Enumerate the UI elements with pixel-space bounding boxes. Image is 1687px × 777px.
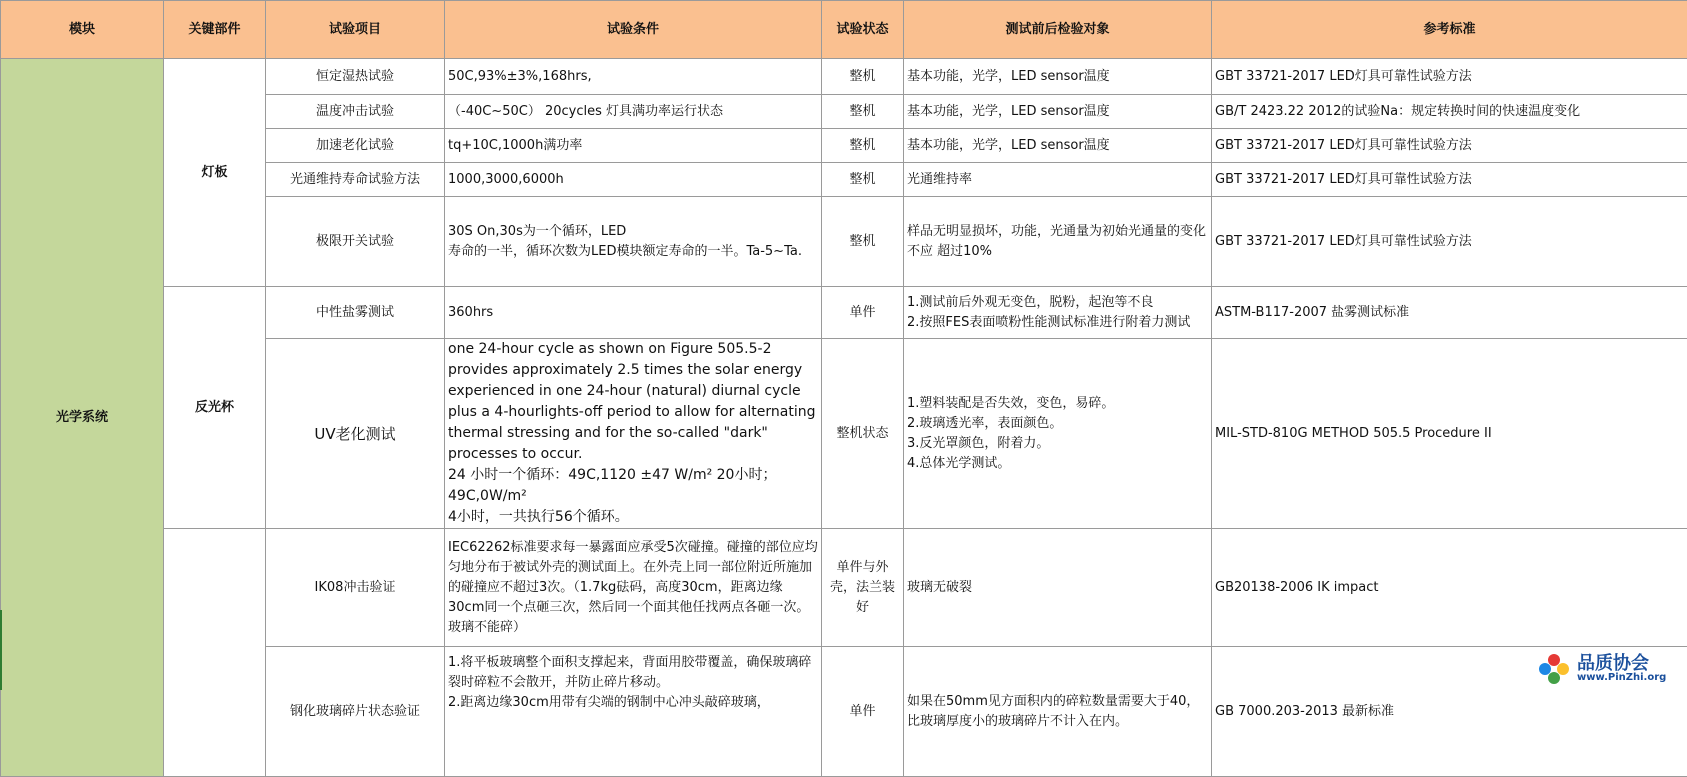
item-cell: UV老化测试 [266, 339, 445, 529]
item-cell: 钢化玻璃碎片状态验证 [266, 647, 445, 777]
condition-cell: 50C,93%±3%,168hrs, [445, 59, 822, 95]
state-cell: 整机 [822, 163, 904, 197]
item-cell: 极限开关试验 [266, 197, 445, 287]
object-cell: 如果在50mm见方面积内的碎粒数量需要大于40，比玻璃厚度小的玻璃碎片不计入在内。 [904, 647, 1212, 777]
state-cell: 单件 [822, 287, 904, 339]
condition-cell: one 24-hour cycle as shown on Figure 505.5-2 provides approximately 2.5 times the solar energy experienced in one 24-hour (natural) diurnal cycle plus a 4-hourlights-off period to allow for alternating thermal stressing and for the so-called "dark" processes to occur. 24 小时一个循环：49C,1120 ±47 W/m² 20小时；49C,0W/m² 4小时，一共执行56个循环。 [445, 339, 822, 529]
state-cell: 整机 [822, 59, 904, 95]
logo-name: 品质协会 [1577, 649, 1649, 675]
table-row [1, 287, 1687, 339]
condition-cell: 360hrs [445, 287, 822, 339]
left-edge-marker [0, 610, 2, 690]
standard-cell: MIL-STD-810G METHOD 505.5 Procedure II [1212, 339, 1687, 529]
table-row [1, 59, 1687, 95]
state-cell: 整机 [822, 95, 904, 129]
state-cell: 整机 [822, 129, 904, 163]
header-item: 试验项目 [266, 1, 445, 59]
header-module: 模块 [1, 1, 164, 59]
object-cell: 基本功能，光学，LED sensor温度 [904, 59, 1212, 95]
item-cell: 光通维持寿命试验方法 [266, 163, 445, 197]
object-cell: 基本功能，光学，LED sensor温度 [904, 95, 1212, 129]
header-condition: 试验条件 [445, 1, 822, 59]
condition-cell: （-40C~50C） 20cycles 灯具满功率运行状态 [445, 95, 822, 129]
item-cell: 恒定湿热试验 [266, 59, 445, 95]
standard-cell: GBT 33721-2017 LED灯具可靠性试验方法 [1212, 197, 1687, 287]
logo-url: www.PinZhi.org [1577, 672, 1666, 683]
standard-cell: GBT 33721-2017 LED灯具可靠性试验方法 [1212, 59, 1687, 95]
condition-cell: 30S On,30s为一个循环，LED 寿命的一半，循环次数为LED模块额定寿命的一半。Ta-5~Ta. [445, 197, 822, 287]
state-cell: 单件与外壳，法兰装好 [822, 529, 904, 647]
condition-cell: tq+10C,1000h满功率 [445, 129, 822, 163]
item-cell: 温度冲击试验 [266, 95, 445, 129]
item-cell: 中性盐雾测试 [266, 287, 445, 339]
header-row [1, 1, 1687, 59]
module-cell: 光学系统 [1, 59, 164, 777]
header-state: 试验状态 [822, 1, 904, 59]
standard-cell: GB20138-2006 IK impact [1212, 529, 1687, 647]
part-cell-reflector: 反光杯 [164, 287, 266, 529]
condition-cell: 1000,3000,6000h [445, 163, 822, 197]
condition-cell: IEC62262标准要求每一暴露面应承受5次碰撞。碰撞的部位应均匀地分布于被试外壳的测试面上。在外壳上同一部位附近所施加的碰撞应不超过3次。（1.7kg砝码，高度30cm，距离边缘30cm同一个点砸三次，然后同一个面其他任找两点各砸一次。玻璃不能碎） [445, 529, 822, 647]
condition-cell: 1.将平板玻璃整个面积支撑起来，背面用胶带覆盖，确保玻璃碎裂时碎粒不会散开，并防止碎片移动。 2.距离边缘30cm用带有尖端的钢制中心冲头敲碎玻璃， [445, 647, 822, 777]
object-cell: 基本功能，光学，LED sensor温度 [904, 129, 1212, 163]
part-cell-lamp-board: 灯板 [164, 59, 266, 287]
item-cell: 加速老化试验 [266, 129, 445, 163]
pinzhi-logo-icon [1537, 652, 1571, 686]
object-cell: 光通维持率 [904, 163, 1212, 197]
part-cell-empty [164, 529, 266, 777]
object-cell: 玻璃无破裂 [904, 529, 1212, 647]
standard-cell: GBT 33721-2017 LED灯具可靠性试验方法 [1212, 129, 1687, 163]
standard-cell: GB/T 2423.22 2012的试验Na：规定转换时间的快速温度变化 [1212, 95, 1687, 129]
item-cell: IK08冲击验证 [266, 529, 445, 647]
state-cell: 单件 [822, 647, 904, 777]
header-standard: 参考标准 [1212, 1, 1687, 59]
table-row [1, 529, 1687, 647]
object-cell: 样品无明显损坏，功能，光通量为初始光通量的变化不应 超过10% [904, 197, 1212, 287]
standard-cell: GBT 33721-2017 LED灯具可靠性试验方法 [1212, 163, 1687, 197]
standard-cell: ASTM-B117-2007 盐雾测试标准 [1212, 287, 1687, 339]
state-cell: 整机状态 [822, 339, 904, 529]
header-part: 关键部件 [164, 1, 266, 59]
header-object: 测试前后检验对象 [904, 1, 1212, 59]
state-cell: 整机 [822, 197, 904, 287]
watermark-logo [1533, 648, 1683, 688]
object-cell: 1.测试前后外观无变色，脱粉，起泡等不良 2.按照FES表面喷粉性能测试标准进行附着力测试 [904, 287, 1212, 339]
standard-cell: GB 7000.203-2013 最新标准 [1212, 647, 1687, 777]
object-cell: 1.塑料装配是否失效，变色，易碎。 2.玻璃透光率，表面颜色。 3.反光罩颜色，附着力。 4.总体光学测试。 [904, 339, 1212, 529]
